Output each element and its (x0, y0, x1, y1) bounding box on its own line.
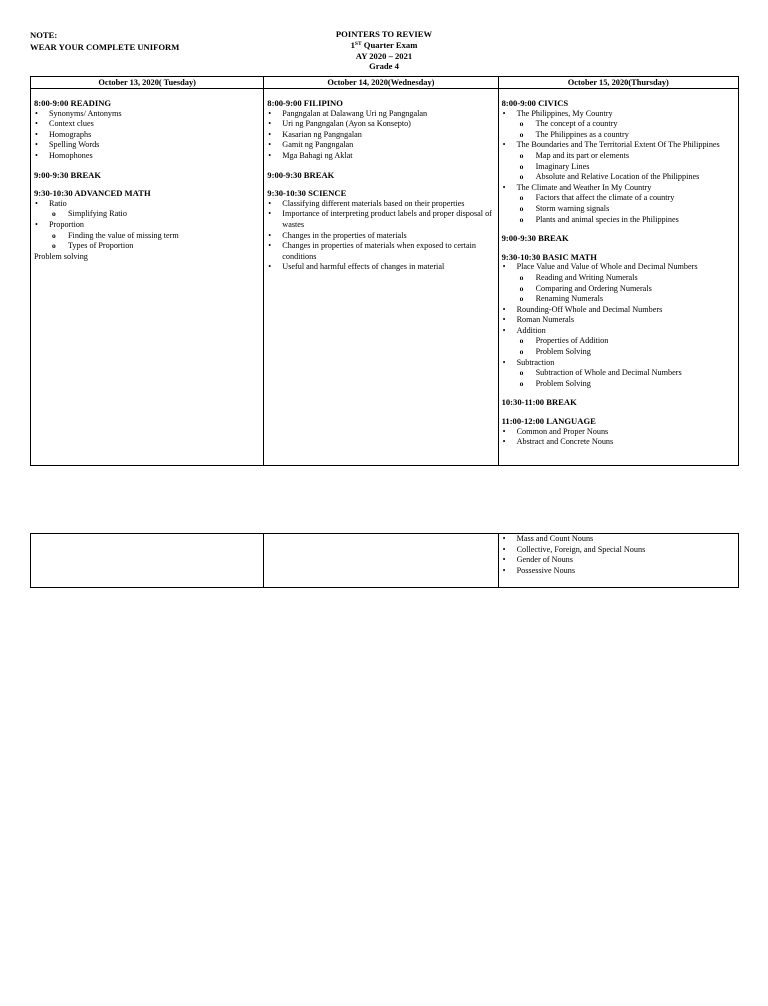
filipino-heading: 8:00-9:00 FILIPINO (267, 98, 343, 108)
list-item: • Rounding-Off Whole and Decimal Numbers (502, 305, 735, 316)
basic-math-heading: 9:30-10:30 BASIC MATH (501, 251, 597, 262)
list-item: • Importance of interpreting product labels and proper disposal of wastes (267, 209, 494, 230)
list-item: • Gamit ng Pangngalan (267, 140, 494, 151)
sub-list-item: o The concept of a country (502, 119, 735, 130)
list-item: • Place Value and Value of Whole and Decimal Numbers (502, 262, 735, 273)
break-label: 9:00-9:30 BREAK (267, 169, 335, 180)
break-label: 9:00-9:30 BREAK (501, 233, 569, 244)
list-item: • The Boundaries and The Territorial Extent Of The Philippines (502, 140, 735, 151)
list-item: • Subtraction (502, 358, 735, 369)
day1-cell (31, 89, 264, 466)
sub-list-item: o Finding the value of missing term (34, 231, 260, 242)
schedule-body-row (31, 534, 739, 588)
sub-list-item: o Map and its part or elements (502, 151, 735, 162)
schedule-table (30, 76, 739, 466)
science-heading: 9:30-10:30 SCIENCE (267, 188, 347, 199)
exam-ordinal: 1 (350, 39, 355, 50)
list-item: • Changes in properties of materials when exposed to certain conditions (267, 241, 494, 262)
list-item: • Kasarian ng Pangngalan (267, 130, 494, 141)
sub-list-item: o Plants and animal species in the Philippines (502, 215, 735, 226)
sub-list-item: o Simplifying Ratio (34, 209, 260, 220)
list-item: • Gender of Nouns (502, 555, 735, 566)
list-item: • Addition (502, 326, 735, 337)
list-item: • Pangngalan at Dalawang Uri ng Pangngalan (267, 109, 494, 120)
sub-list-item: o Subtraction of Whole and Decimal Numbers (502, 368, 735, 379)
list-item: • The Philippines, My Country (502, 109, 735, 120)
list-item: • Changes in the properties of materials (267, 231, 494, 242)
list-item: • The Climate and Weather In My Country (502, 183, 735, 194)
list-item: • Proportion (34, 220, 260, 231)
document-header (284, 29, 484, 72)
advanced-math-heading: 9:30-10:30 ADVANCED MATH (34, 188, 151, 199)
sub-list-item: o Problem Solving (502, 347, 735, 358)
list-item: • Mass and Count Nouns (502, 534, 735, 545)
sub-list-item: o Absolute and Relative Location of the Philippines (502, 172, 735, 183)
list-item: • Homophones (34, 151, 260, 162)
break-label: 9:00-9:30 BREAK (34, 169, 102, 180)
sub-list-item: o Renaming Numerals (502, 294, 735, 305)
list-item: • Context clues (34, 119, 260, 130)
day2-cell (264, 89, 498, 466)
day2-cell-continued (264, 534, 498, 588)
sub-list-item: o Factors that affect the climate of a country (502, 193, 735, 204)
reading-heading: 8:00-9:00 READING (34, 98, 112, 108)
list-item: • Common and Proper Nouns (502, 427, 735, 438)
civics-heading: 8:00-9:00 CIVICS (501, 98, 569, 108)
advanced-math-list (34, 199, 260, 252)
exam-label (284, 40, 484, 51)
day1-cell-continued (31, 534, 264, 588)
sub-list-item: o Storm warning signals (502, 204, 735, 215)
academic-year: AY 2020 – 2021 (355, 50, 413, 61)
document-title: POINTERS TO REVIEW (335, 29, 433, 39)
list-item: • Spelling Words (34, 140, 260, 151)
list-item: • Useful and harmful effects of changes in material (267, 262, 494, 273)
note-text: WEAR YOUR COMPLETE UNIFORM (30, 42, 180, 52)
schedule-header-row (31, 77, 739, 89)
sub-list-item: o Imaginary Lines (502, 162, 735, 173)
list-item: • Collective, Foreign, and Special Nouns (502, 545, 735, 556)
sub-list-item: o Types of Proportion (34, 241, 260, 252)
science-list (267, 199, 494, 273)
filipino-list (267, 109, 494, 162)
list-item: • Possessive Nouns (502, 566, 735, 577)
note-label: NOTE: (30, 30, 58, 40)
list-item: • Mga Bahagi ng Aklat (267, 151, 494, 162)
break-label: 10:30-11:00 BREAK (501, 397, 577, 408)
column-header-day1: October 13, 2020( Tuesday) (31, 77, 264, 89)
sub-list-item: o Problem Solving (502, 379, 735, 390)
language-heading: 11:00-12:00 LANGUAGE (501, 416, 596, 427)
civics-list (502, 109, 735, 226)
list-item: • Ratio (34, 199, 260, 210)
sub-list-item: o Comparing and Ordering Numerals (502, 284, 735, 295)
column-header-day2: October 14, 2020(Wednesday) (264, 77, 498, 89)
list-item: • Abstract and Concrete Nouns (502, 437, 735, 448)
sub-list-item: o Properties of Addition (502, 336, 735, 347)
day3-cell-continued (498, 534, 738, 588)
list-item: • Uri ng Pangngalan (Ayon sa Konsepto) (267, 119, 494, 130)
schedule-table-continued (30, 533, 739, 588)
list-item: • Classifying different materials based on their properties (267, 199, 494, 210)
sub-list-item: o The Philippines as a country (502, 130, 735, 141)
day3-cell (498, 89, 738, 466)
list-item: • Homographs (34, 130, 260, 141)
exam-name: Quarter Exam (361, 39, 418, 50)
column-header-day3: October 15, 2020(Thursday) (498, 77, 738, 89)
extra-topic: Problem solving (34, 251, 88, 261)
list-item: • Roman Numerals (502, 315, 735, 326)
language-list (502, 427, 735, 448)
grade-level: Grade 4 (369, 61, 399, 72)
language-list-continued (502, 534, 735, 576)
reading-list (34, 109, 260, 162)
exam-ordinal-suffix: ST (354, 40, 362, 47)
schedule-body-row (31, 89, 739, 466)
basic-math-list (502, 262, 735, 389)
list-item: • Synonyms/ Antonyms (34, 109, 260, 120)
note-block (30, 29, 179, 53)
sub-list-item: o Reading and Writing Numerals (502, 273, 735, 284)
